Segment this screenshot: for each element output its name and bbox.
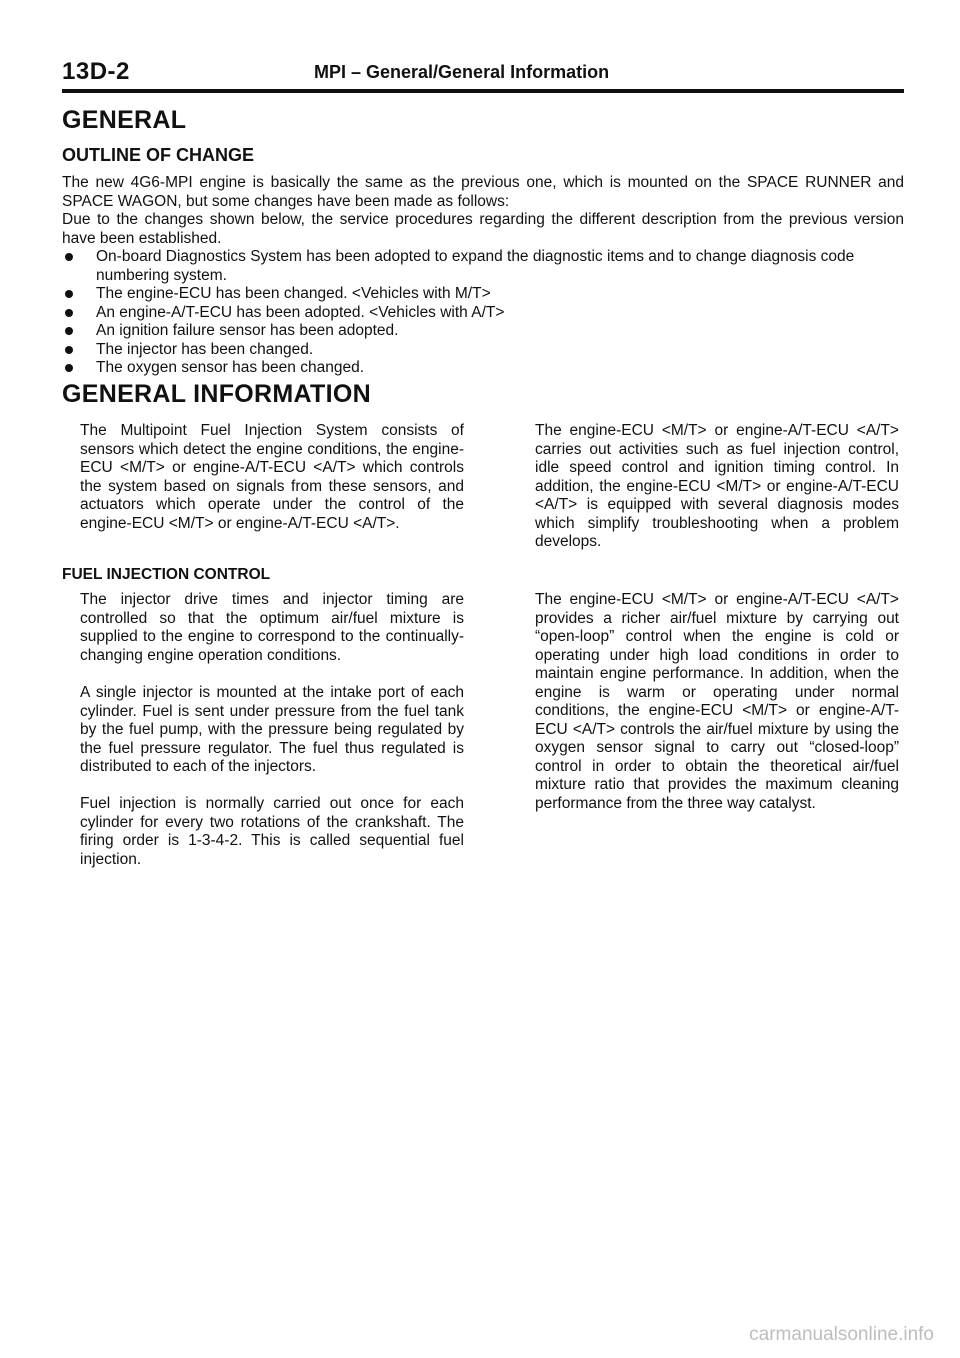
bullet-icon [65,346,73,354]
page-number: 13D-2 [62,58,130,85]
list-item [62,341,904,360]
bullet-icon [65,364,73,372]
list-item-text: The oxygen sensor has been changed. [96,359,364,376]
bullet-icon [65,253,73,261]
intro-paragraph: Due to the changes shown below, the service procedures regarding the different description from the previous version have been established. [62,211,904,247]
bullet-icon [65,290,73,298]
bullet-icon [65,327,73,335]
list-item [62,304,904,323]
header-rule [62,89,904,93]
intro-text [62,174,904,248]
injector-timing-paragraph: The injector drive times and injector timing are controlled so that the optimum air/fuel mixture is supplied to the engine to correspond to the continually-changing engine operation conditions. [80,591,464,664]
open-closed-loop-paragraph: The engine-ECU <M/T> or engine-A/T-ECU <A/T> provides a richer air/fuel mixture by carrying out “open-loop” control when the engine is cold or operating under high load conditions in order to maintain engine performance. In addition, when the engine is warm or operating under normal conditions, the engine-ECU <M/T> or engine-A/T-ECU <A/T> controls the air/fuel mixture by using the oxygen sensor signal to carry out “closed-loop” control in order to obtain the theoretical air/fuel mixture ratio that provides the maximum cleaning performance from the three way catalyst. [535,591,899,812]
fuel-injection-heading: FUEL INJECTION CONTROL [62,566,271,583]
system-overview-paragraph: The Multipoint Fuel Injection System consists of sensors which detect the engine conditions, the engine-ECU <M/T> or engine-A/T-ECU <A/T> which controls the system based on signals from these sensors, and actuators which operate under the control of the engine-ECU <M/T> or engine-A/T-ECU <A/T>. [80,422,464,532]
list-item [62,322,904,341]
list-item-text: On-board Diagnostics System has been adopted to expand the diagnostic items and to change diagnosis code numbering system. [96,248,855,284]
list-item [62,359,904,378]
general-heading: GENERAL [62,106,187,134]
firing-order-paragraph: Fuel injection is normally carried out once for each cylinder for every two rotations of the crankshaft. The firing order is 1-3-4-2. This is called sequential fuel injection. [80,795,464,868]
list-item-text: An engine-A/T-ECU has been adopted. <Vehicles with A/T> [96,303,505,321]
watermark: carmanualsonline.info [749,1324,934,1345]
change-list [62,248,904,378]
general-information-heading: GENERAL INFORMATION [62,380,371,408]
intro-paragraph: The new 4G6-MPI engine is basically the same as the previous one, which is mounted on the SPACE RUNNER and SPACE WAGON, but some changes have been made as follows: [62,174,904,210]
list-item [62,285,904,304]
bullet-icon [65,309,73,317]
list-item-text: An ignition failure sensor has been adopted. [96,322,399,339]
page-header [62,58,904,94]
injector-mounting-paragraph: A single injector is mounted at the intake port of each cylinder. Fuel is sent under pressure from the fuel tank by the fuel pump, with the pressure being regulated by the fuel pressure regulator. The fuel thus regulated is distributed to each of the injectors. [80,684,464,775]
list-item-text: The engine-ECU has been changed. <Vehicles with M/T> [96,285,491,302]
list-item [62,248,904,285]
list-item-text: The injector has been changed. [96,340,314,358]
ecu-activities-paragraph: The engine-ECU <M/T> or engine-A/T-ECU <A/T> carries out activities such as fuel injection control, idle speed control and ignition timing control. In addition, the engine-ECU <M/T> or engine-A/T-ECU <A/T> is equipped with several diagnosis modes which simplify troubleshooting when a problem develops. [535,422,899,550]
header-title: MPI – General/General Information [314,62,610,82]
outline-heading: OUTLINE OF CHANGE [62,145,254,165]
